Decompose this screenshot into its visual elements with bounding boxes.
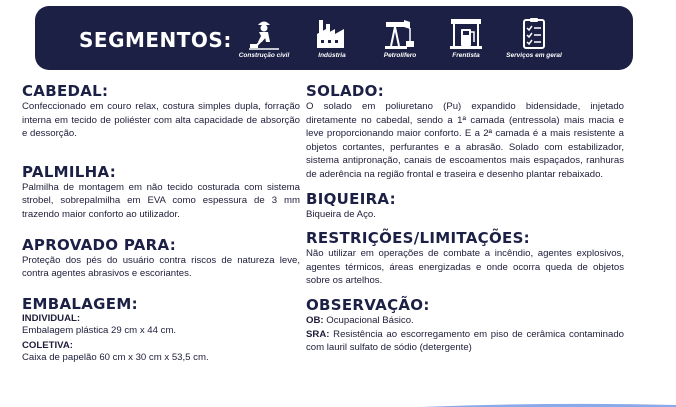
segments-banner <box>35 6 633 70</box>
cabedal-text: Confeccionado em couro relax, costura simples dupla, forração interna em tecido de poliéster com alta capacidade de absorção e dessorção. <box>22 101 300 140</box>
observacao-heading: OBSERVAÇÃO: <box>306 295 430 314</box>
ob-label: OB: <box>306 314 324 326</box>
biqueira-heading: BIQUEIRA: <box>306 189 396 208</box>
segment-label: Serviços em geral <box>506 52 562 59</box>
segments-title: SEGMENTOS: <box>79 28 232 52</box>
cabedal-heading: CABEDAL: <box>22 82 109 100</box>
aprovado-heading: APROVADO PARA: <box>22 235 176 254</box>
coletiva-label: COLETIVA: <box>22 340 73 352</box>
sra-line <box>306 328 624 355</box>
individual-label: INDIVIDUAL: <box>22 312 81 324</box>
palmilha-heading: PALMILHA: <box>22 162 116 181</box>
left-column <box>22 82 300 365</box>
gas-station-icon <box>449 16 483 50</box>
palmilha-text: Palmilha de montagem em não tecido costurada com sistema strobel, sobrepalmilha em EVA como espessura de 3 mm trazendo maior conforto ao utilizador. <box>22 181 300 220</box>
coletiva-text: Caixa de papelão 60 cm x 30 cm x 53,5 cm. <box>22 352 209 364</box>
sra-label: SRA: <box>306 328 330 340</box>
segment-label: Frentista <box>452 52 480 59</box>
construction-worker-icon <box>247 16 281 50</box>
solado-heading: SOLADO: <box>306 82 385 100</box>
decorative-swoosh <box>420 402 676 407</box>
checklist-icon <box>517 16 551 50</box>
sra-text: Resistência ao escorregamento em piso de cerâmica contaminado com lauril sulfato de sódio (detergente) <box>306 328 624 354</box>
embalagem-heading: EMBALAGEM: <box>22 294 138 313</box>
factory-icon <box>315 16 349 50</box>
segment-construction <box>229 16 299 59</box>
segment-label: Indústria <box>318 52 346 59</box>
segment-oil <box>365 16 435 59</box>
solado-text: O solado em poliuretano (Pu) expandido bidensidade, injetado diretamente no cabedal, sendo a 1ª camada (entressola) mais macia e leve proporcionando maior conforto. E a 2ª camada é a mais resistente a objetos cortantes, perfurantes e a abrasão. Solado com estabilizador, sistema antipronação, canais de escoamentos mais espaçados, ranhuras de aderência na região frontal e traseira e desenho plantar rebaixado. <box>306 101 624 180</box>
segment-label: Petrolífero <box>383 52 417 59</box>
biqueira-text: Biqueira de Aço. <box>306 208 376 220</box>
restricoes-heading: RESTRIÇÕES/LIMITAÇÕES: <box>306 229 530 248</box>
segment-general-services <box>499 16 569 59</box>
ob-line <box>306 314 624 328</box>
restricoes-text: Não utilizar em operações de combate a incêndio, agentes explosivos, agentes térmicos, áreas energizadas e onde ocorra queda de objetos sobre os artelhos. <box>306 248 624 287</box>
segment-label: Construção civil <box>238 52 290 59</box>
segment-gas-station <box>431 16 501 59</box>
aprovado-text: Proteção dos pés do usuário contra riscos de natureza leve, contra agentes abrasivos e escoriantes. <box>22 254 300 280</box>
ob-text: Ocupacional Básico. <box>326 314 414 326</box>
oil-pump-icon <box>383 16 417 50</box>
right-column <box>306 82 624 355</box>
individual-text: Embalagem plástica 29 cm x 44 cm. <box>22 324 177 336</box>
segment-industry <box>297 16 367 59</box>
